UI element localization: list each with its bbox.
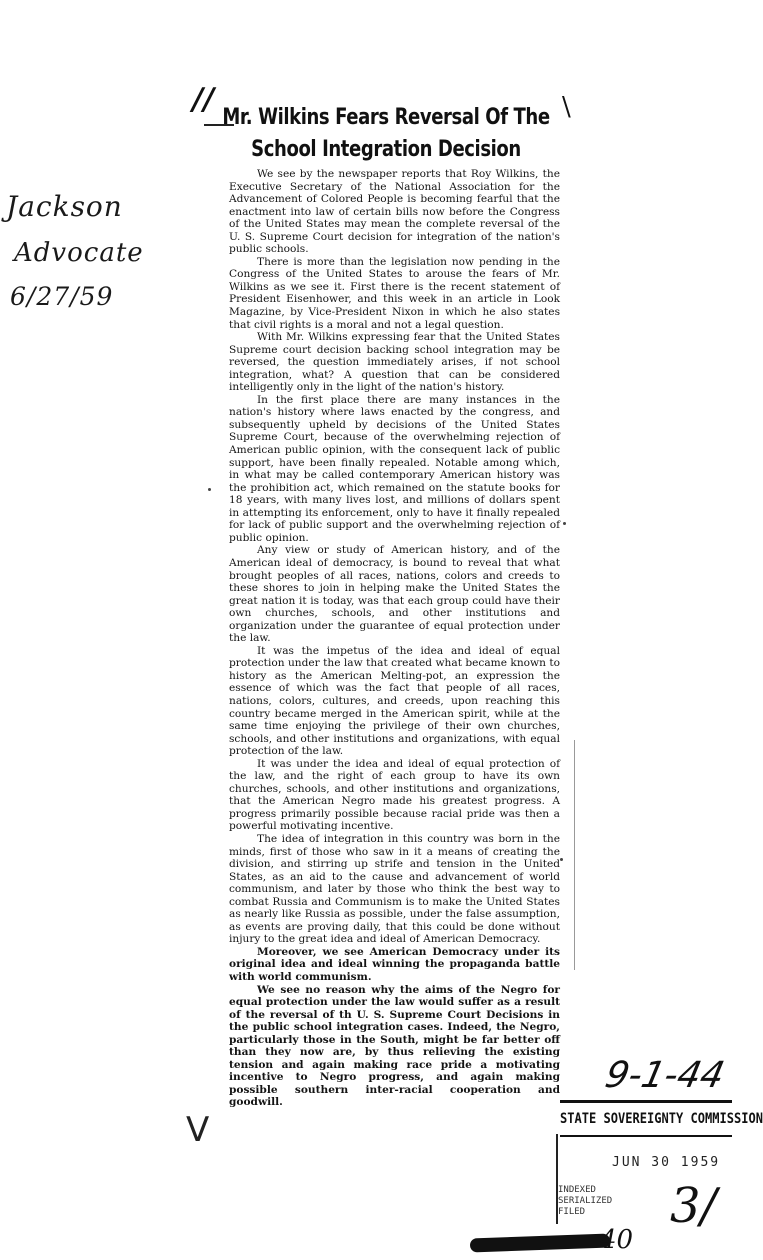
article-paragraph: It was the impetus of the idea and ideal of equal protection under the law that created what became known to history as the American Melting-pot, an expression the essence of which was the fact that people of all races, nations, colors, cultures, and creeds, upon reaching this country became merged in the American spirit, while at the same time enjoying the privilege of their own churches, schools, and other institutions and organizations, with equal protection of the law. <box>229 644 560 758</box>
margin-note-date: 6/27/59 <box>10 282 114 311</box>
stamp-status-list <box>558 1185 612 1218</box>
article-paragraph: There is more than the legislation now pending in the Congress of the United States to arouse the fears of Mr. Wilkins as we see it. First there is the recent statement of President Eisenhower, and this week in an article in Look Magazine, by Vice-President Nixon in which he also states that civil rights is a moral and not a legal question. <box>229 255 560 331</box>
margin-note-publication: Jackson <box>6 190 123 223</box>
article-body <box>229 168 560 1109</box>
handwritten-file-number: 9-1-44 <box>601 1055 728 1096</box>
stamp-date: JUN 30 1959 <box>612 1155 721 1170</box>
handwritten-tick: \ <box>562 92 571 122</box>
article-paragraph: The idea of integration in this country was born in the minds, first of those who saw in it a means of creating the division, and stirring up strife and tension in the United States, as an aid to the cause and advancement of world communism, and later by those who think the best way to combat Russia and Communism is to make the United States as nearly like Russia as possible, under the false assumption, as events are proving daily, that this could be done without injury to the great idea and ideal of American Democracy. <box>229 832 560 946</box>
headline-line-2: School Integration Decision <box>251 137 521 162</box>
margin-note-publication-2: Advocate <box>14 238 144 268</box>
stamp-status-indexed: INDEXED <box>558 1185 596 1195</box>
speck <box>563 522 566 525</box>
handwritten-page-number: 40 <box>600 1225 634 1255</box>
article-paragraph: With Mr. Wilkins expressing fear that the United States Supreme court decision backing school integration may be reversed, the question immediately arises, if not school integration, what? A question that can be considered intelligently only in the light of the nation's history. <box>229 331 560 394</box>
article-paragraph: Any view or study of American history, and of the American ideal of democracy, is bound to reveal that what brought peoples of all races, nations, colors and creeds to these shores to join in helping make the United States the great nation it is today, was that each group could have their own churches, schools, and other institutions and organization under the guarantee of equal protection under the law. <box>229 544 560 645</box>
stamp-status-serialized: SERIALIZED <box>558 1196 613 1206</box>
article-paragraph: Moreover, we see American Democracy under its original idea and ideal winning the propaganda battle with world communism. <box>229 945 560 983</box>
agency-stamp: STATE SOVEREIGNTY COMMISSION <box>560 1100 732 1137</box>
handwritten-check-mark: V <box>186 1110 210 1150</box>
article-paragraph: We see no reason why the aims of the Negro for equal protection under the law would suffer as a result of the reversal of th U. S. Supreme Court Decisions in the public school integration cases. Indeed, the Negro, particularly those in the South, might be far better off than they now are, by thus relieving the existing tension and again making race pride a motivating incentive to Negro progress, and again making possible southern inter-racial cooperation and goodwill. <box>229 983 560 1109</box>
handwritten-initials: 3/ <box>670 1178 717 1234</box>
speck <box>208 488 211 491</box>
article-paragraph: In the first place there are many instances in the nation's history where laws enacted by the congress, and subsequently upheld by decisions of the United States Supreme Court, because of the overwhelming rejection of American public opinion, with the consequent lack of public support, have been finally repealed. Notable among which, in what may be called contemporary American history was the prohibition act, which remained on the statute books for 18 years, with many lives lost, and millions of dollars spent in attempting its enforcement, only to have it finally repealed for lack of public support and the overwhelming rejection of public opinion. <box>229 393 560 544</box>
handwritten-slashes: // <box>192 82 214 117</box>
article-paragraph: It was under the idea and ideal of equal protection of the law, and the right of each group to have its own churches, schools, and other institutions and organizations, that the American Negro made his greatest progress. A progress primarily possible because racial pride was then a powerful motivating incentive. <box>229 757 560 833</box>
article-paragraph: We see by the newspaper reports that Roy Wilkins, the Executive Secretary of the National Association for the Advancement of Colored People is becoming fearful that the enactment into law of certain bills now before the Congress of the United States may mean the complete reversal of the U. S. Supreme Court decision for integration of the nation's public schools. <box>229 168 560 256</box>
headline-line-1: Mr. Wilkins Fears Reversal Of The <box>222 105 550 130</box>
article-headline <box>222 102 550 166</box>
stamp-status-filed: FILED <box>558 1207 586 1217</box>
redaction-bar <box>470 1234 610 1253</box>
column-rule <box>574 740 575 970</box>
speck <box>560 858 563 861</box>
